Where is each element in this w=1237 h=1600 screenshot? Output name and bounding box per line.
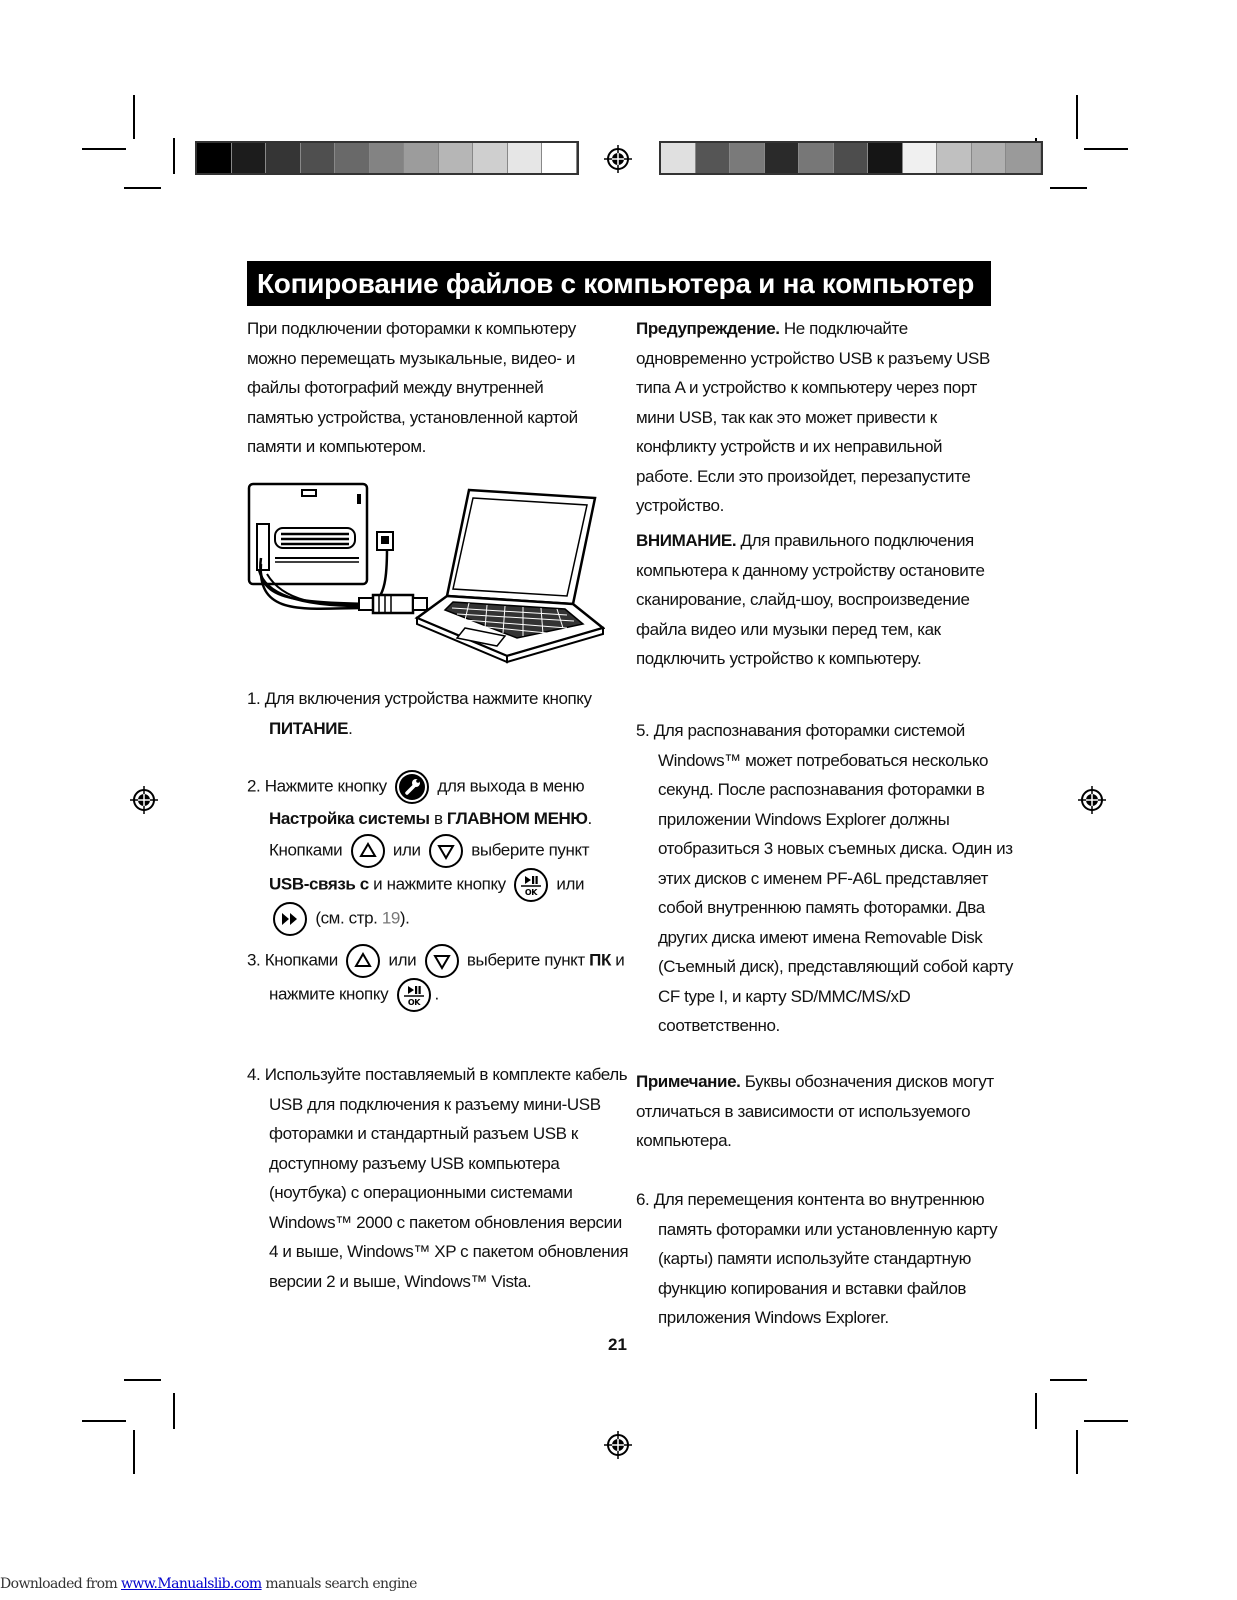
- intro-paragraph: При подключении фоторамки к компьютеру можно перемещать музыкальные, видео- и файлы фотографий между внутренней памятью устройства, установленной картой памяти и компьютером.: [247, 319, 578, 456]
- grayscale-color-bar: [195, 141, 579, 175]
- page-title: Копирование файлов с компьютера и на компьютер: [247, 261, 991, 306]
- step-5: 5. Для распознавания фоторамки системой Windows™ может потребоваться несколько секунд. После распознавания фоторамки в приложении Windows Explorer должны отобразиться 3 новых съемных диска. Один из этих дисков с именем PF-A6L представляет собой внутреннюю память фоторамки. Два других диска имеют имена Removable Disk (Съемный диск), представляющий собой карту CF type I, и карту SD/MMC/MS/xD соответственно.: [636, 721, 1014, 1035]
- down-arrow-button-icon: [429, 834, 463, 868]
- color-swatch: [799, 143, 834, 173]
- fast-forward-button-icon: [273, 902, 307, 936]
- download-footer: Downloaded from www.Manualslib.com manuals search engine: [0, 1576, 417, 1592]
- color-swatch: [1006, 143, 1041, 173]
- step-1: 1. Для включения устройства нажмите кнопку ПИТАНИЕ.: [247, 689, 592, 738]
- wrench-button-icon: [395, 770, 429, 804]
- color-swatch: [903, 143, 938, 173]
- usb-connection-illustration: [247, 478, 605, 670]
- up-arrow-button-icon: [346, 944, 380, 978]
- page-number: 21: [608, 1335, 627, 1354]
- svg-text:OK: OK: [407, 998, 420, 1007]
- note-paragraph: Примечание. Буквы обозначения дисков могут отличаться в зависимости от используемого компьютера.: [636, 1072, 994, 1150]
- color-swatch: [696, 143, 731, 173]
- step-2: 2. Нажмите кнопку для выхода в меню Настройка системы в ГЛАВНОМ МЕНЮ. Кнопками или выберите пункт USB-связь с и нажмите кнопку OK или (см. стр. 19).: [247, 770, 629, 936]
- color-swatch: [266, 143, 301, 173]
- color-swatch: [542, 143, 577, 173]
- attention-paragraph: ВНИМАНИЕ. Для правильного подключения компьютера к данному устройству остановите сканирование, слайд-шоу, воспроизведение файла видео или музыки перед тем, как подключить устройство к компьютеру.: [636, 531, 985, 668]
- svg-text:OK: OK: [525, 887, 538, 897]
- step-4: 4. Используйте поставляемый в комплекте кабель USB для подключения к разъему мини-USB фоторамки и стандартный разъем USB к доступному разъему USB компьютера (ноутбука) с операционными системами Windows™ 2000 с пакетом обновления версии 4 и выше, Windows™ XP с пакетом обновления версии 2 и выше, Windows™ Vista.: [247, 1065, 629, 1291]
- registration-mark-icon: [1078, 786, 1106, 814]
- color-swatch: [197, 143, 232, 173]
- color-swatch: [730, 143, 765, 173]
- tone-color-bar: [659, 141, 1043, 175]
- color-swatch: [404, 143, 439, 173]
- warning-paragraph: Предупреждение. Не подключайте одновременно устройство USB к разъему USB типа A и устройство к компьютеру через порт мини USB, так как это может привести к конфликту устройств и их неправильной работе. Если это произойдет, перезапустите устройство.: [636, 319, 990, 515]
- color-swatch: [232, 143, 267, 173]
- color-swatch: [301, 143, 336, 173]
- color-swatch: [937, 143, 972, 173]
- registration-mark-icon: [130, 786, 158, 814]
- step-3: 3. Кнопками или выберите пункт ПК и нажмите кнопку OK .: [247, 944, 629, 1012]
- color-swatch: [834, 143, 869, 173]
- step-6: 6. Для перемещения контента во внутреннюю память фоторамки или установленную карту (карты) памяти используйте стандартную функцию копирования и вставки файлов приложения Windows Explorer.: [636, 1190, 998, 1327]
- color-swatch: [661, 143, 696, 173]
- color-swatch: [508, 143, 543, 173]
- color-swatch: [335, 143, 370, 173]
- play-pause-ok-button-icon: [397, 978, 431, 1012]
- color-swatch: [439, 143, 474, 173]
- play-pause-ok-button-icon: [514, 868, 548, 902]
- manualslib-link[interactable]: www.Manualslib.com: [121, 1576, 262, 1592]
- registration-mark-icon: [604, 1431, 632, 1459]
- color-swatch: [972, 143, 1007, 173]
- up-arrow-button-icon: [351, 834, 385, 868]
- color-swatch: [370, 143, 405, 173]
- color-swatch: [765, 143, 800, 173]
- down-arrow-button-icon: [425, 944, 459, 978]
- color-swatch: [868, 143, 903, 173]
- registration-mark-icon: [604, 145, 632, 173]
- color-swatch: [473, 143, 508, 173]
